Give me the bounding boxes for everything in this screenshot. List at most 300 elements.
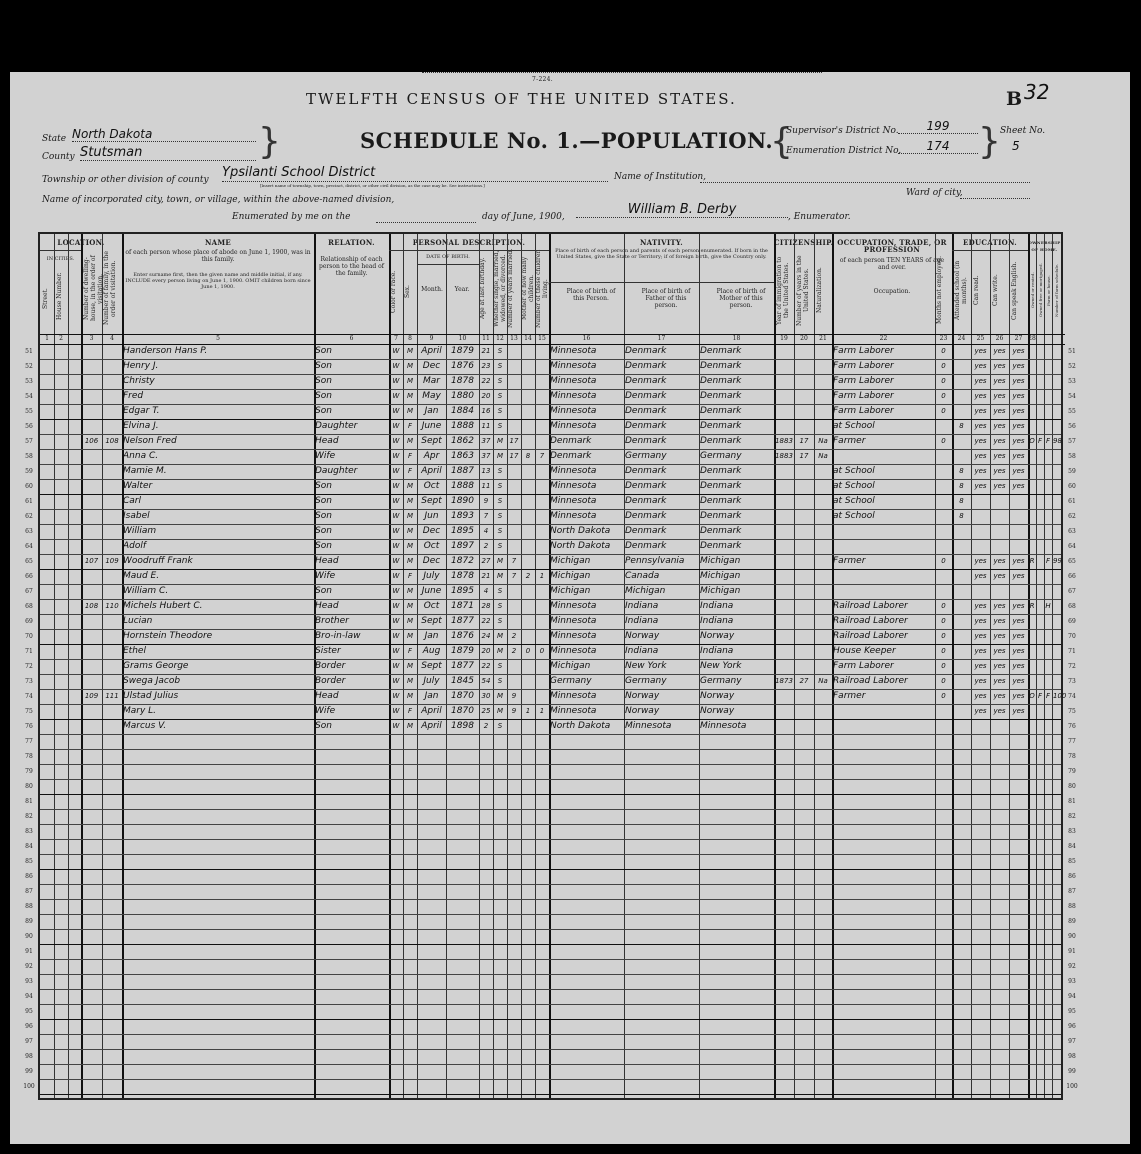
row-number-right: 84	[1068, 843, 1076, 850]
cell-mother: Denmark	[700, 511, 742, 521]
cell-yrs-us	[795, 524, 813, 539]
cell-marital: S	[497, 542, 503, 550]
cell-yrs-married	[508, 719, 520, 734]
cell-father: Denmark	[625, 481, 667, 491]
row-number-left: 72	[25, 663, 33, 670]
cell-dwelling	[82, 584, 101, 599]
cell-birth: Minnesota	[550, 706, 597, 716]
cell-write: yes	[993, 617, 1006, 625]
cell-year: 1870	[451, 706, 474, 716]
cell-not-emp: 0	[941, 632, 946, 640]
cell-relation: Son	[315, 406, 332, 416]
cell-birth: Minnesota	[550, 346, 597, 356]
cell-write: yes	[993, 452, 1006, 460]
cell-dwelling	[82, 479, 101, 494]
row-number-right: 66	[1068, 573, 1076, 580]
cell-relation: Son	[315, 481, 332, 491]
cell-occupation: at School	[833, 481, 875, 491]
cell-marital: S	[497, 377, 503, 385]
cell-occupation: Farm Laborer	[833, 346, 894, 356]
column-number: 21	[819, 335, 827, 342]
cell-yrs-us	[795, 554, 813, 569]
cell-month: Dec	[422, 556, 441, 566]
dwelling-header: Number of dwelling-house, in the order of visitation.	[83, 255, 104, 322]
cell-living	[536, 464, 548, 479]
cell-read: yes	[974, 347, 987, 355]
cell-birth: Minnesota	[550, 616, 597, 626]
owned-free-header: Owned free or mortgaged.	[1038, 263, 1043, 318]
row-number-right: 60	[1068, 483, 1076, 490]
cell-occupation: Farm Laborer	[833, 391, 894, 401]
cell-month: July	[423, 676, 440, 686]
cell-living: 1	[539, 572, 545, 580]
cell-father: Germany	[625, 451, 667, 461]
cell-year: 1871	[451, 601, 474, 611]
township-label: Township or other division of county	[42, 175, 209, 185]
cell-english: yes	[1012, 692, 1025, 700]
cell-dwelling	[82, 404, 101, 419]
naturalization-header: Naturalization.	[816, 267, 823, 314]
cell-farm	[1045, 674, 1051, 689]
cell-school: 8	[959, 497, 964, 505]
incorporated-label: Name of incorporated city, town, or village, within the above-named division,	[42, 195, 395, 205]
cell-name: Walter	[123, 481, 153, 491]
row-rule	[40, 899, 1061, 900]
sheet-letter: B	[1006, 88, 1023, 110]
cell-year: 1877	[451, 661, 474, 671]
cell-family	[103, 539, 121, 554]
immigration-header: Year of immigration to the United States.	[776, 256, 790, 325]
column-number: 5	[216, 335, 220, 342]
cell-month: Mar	[423, 376, 440, 386]
cell-sex: M	[406, 407, 414, 415]
cell-sex: M	[406, 512, 414, 520]
cell-sex: M	[406, 347, 414, 355]
cell-write	[991, 719, 1008, 734]
cell-english: yes	[1012, 647, 1025, 655]
cell-family	[103, 719, 121, 734]
row-number-left: 95	[25, 1008, 33, 1015]
row-number-left: 65	[25, 558, 33, 565]
row-number-right: 71	[1068, 648, 1076, 655]
cell-mother: Denmark	[700, 481, 742, 491]
column-number: 11	[482, 335, 490, 342]
cell-year: 1878	[451, 571, 474, 581]
row-rule	[40, 1049, 1061, 1050]
column-number: 3	[89, 335, 94, 342]
cell-nat	[815, 614, 831, 629]
column-number: 22	[879, 335, 888, 342]
cell-farm	[1045, 359, 1051, 374]
row-number-left: 61	[25, 498, 33, 505]
cell-year: 1895	[451, 526, 474, 536]
cell-family: 110	[105, 602, 119, 610]
cell-school	[953, 359, 970, 374]
cell-mother-of	[522, 539, 534, 554]
cell-school	[953, 659, 970, 674]
cell-month: Jun	[424, 511, 439, 521]
cell-school: 8	[959, 482, 964, 490]
row-number-left: 76	[25, 723, 33, 730]
cell-sex: M	[406, 377, 414, 385]
cell-owned	[1029, 374, 1035, 389]
cell-family: 108	[105, 437, 119, 445]
row-rule	[40, 959, 1061, 960]
census-title: TWELFTH CENSUS OF THE UNITED STATES.	[306, 90, 737, 108]
row-number-left: 66	[25, 573, 33, 580]
cell-age: 4	[483, 587, 489, 595]
cell-family	[103, 659, 121, 674]
column-number: 8	[408, 335, 412, 342]
cell-father: Denmark	[625, 526, 667, 536]
cell-english: yes	[1012, 632, 1025, 640]
cell-owned	[1029, 704, 1035, 719]
row-rule	[40, 884, 1061, 885]
cell-write: yes	[993, 347, 1006, 355]
row-rule	[40, 764, 1061, 765]
cell-sex: M	[406, 392, 414, 400]
row-number-right: 99	[1068, 1068, 1076, 1075]
row-number-right: 89	[1068, 918, 1076, 925]
cell-read: yes	[974, 452, 987, 460]
cell-mother: Germany	[700, 676, 742, 686]
cell-yrs-married	[508, 659, 520, 674]
cell-english: yes	[1012, 467, 1025, 475]
cell-living	[536, 374, 548, 389]
cell-age: 9	[483, 497, 489, 505]
cell-name: Mamie M.	[123, 466, 167, 476]
cell-age: 7	[483, 512, 489, 520]
cell-owned	[1029, 389, 1035, 404]
cell-immig: 1883	[775, 437, 793, 445]
cell-age: 22	[481, 662, 491, 670]
column-number: 6	[349, 335, 354, 342]
cell-occupation: Farm Laborer	[833, 406, 894, 416]
cell-owned	[1029, 644, 1035, 659]
cell-yrs-us	[795, 344, 813, 359]
cell-father: Indiana	[625, 646, 659, 656]
cell-sex: M	[406, 632, 414, 640]
cell-mother: Denmark	[700, 406, 742, 416]
cell-color: W	[392, 527, 400, 535]
cell-not-emp	[936, 539, 951, 554]
cell-age: 20	[481, 392, 491, 400]
cell-schedule	[1053, 599, 1060, 614]
row-rule	[40, 839, 1061, 840]
right-brace-close: }	[978, 121, 1001, 162]
row-rule	[40, 1064, 1061, 1065]
enumerator-value: William B. Derby	[576, 202, 788, 218]
cell-relation: Border	[315, 661, 346, 671]
cell-write: yes	[993, 677, 1006, 685]
cell-immig	[775, 719, 793, 734]
cell-read: yes	[974, 407, 987, 415]
cell-farm	[1045, 374, 1051, 389]
cell-yrs-married: 2	[511, 632, 517, 640]
cell-relation: Son	[315, 346, 332, 356]
cell-marital: S	[497, 347, 503, 355]
column-number: 15	[538, 335, 546, 342]
enumeration-label: Enumeration District No.	[786, 146, 902, 156]
cell-mother: Denmark	[700, 541, 742, 551]
cell-mother: Indiana	[700, 616, 734, 626]
cell-marital: S	[497, 422, 503, 430]
township-note: [Insert name of township, town, precinct, district, or other civil division, as the case may be. See instructions.]	[260, 183, 485, 188]
cell-mother-of	[522, 524, 534, 539]
cell-marital: S	[497, 722, 503, 730]
cell-not-emp	[936, 479, 951, 494]
cell-color: W	[392, 722, 400, 730]
cell-yrs-us: 27	[799, 677, 809, 685]
cell-write: yes	[993, 422, 1006, 430]
cell-school	[953, 404, 970, 419]
cell-marital: S	[497, 497, 503, 505]
cell-mother: Denmark	[700, 376, 742, 386]
cell-name: Hornstein Theodore	[123, 631, 213, 641]
cell-year: 1888	[451, 481, 474, 491]
cell-school	[953, 374, 970, 389]
row-number-right: 87	[1068, 888, 1076, 895]
cell-school	[953, 524, 970, 539]
cell-month: June	[421, 421, 442, 431]
row-number-left: 90	[25, 933, 33, 940]
cell-mother-of: 8	[525, 452, 531, 460]
cell-read: yes	[974, 692, 987, 700]
cell-mother: Norway	[700, 706, 735, 716]
cell-month: Jan	[424, 406, 439, 416]
cell-farm	[1045, 584, 1051, 599]
cell-read: yes	[974, 377, 987, 385]
cell-farm: F	[1045, 437, 1051, 445]
cell-month: April	[421, 346, 442, 356]
cell-relation: Daughter	[315, 421, 358, 431]
cell-age: 25	[481, 707, 491, 715]
cell-owned	[1029, 584, 1035, 599]
cell-mother: Germany	[700, 451, 742, 461]
cell-sex: M	[406, 662, 414, 670]
cell-mother: Norway	[700, 691, 735, 701]
cell-schedule	[1053, 404, 1060, 419]
cell-owned: O	[1029, 437, 1035, 445]
cell-birth: Minnesota	[550, 481, 597, 491]
cell-year: 1878	[451, 376, 474, 386]
row-number-right: 51	[1068, 348, 1076, 355]
cell-farm	[1045, 479, 1051, 494]
cell-living: 1	[539, 707, 545, 715]
cell-marital: S	[497, 467, 503, 475]
cell-dwelling	[82, 389, 101, 404]
cell-mother: Denmark	[700, 361, 742, 371]
cell-write: yes	[993, 602, 1006, 610]
column-number: 28	[1028, 335, 1036, 342]
cell-father: Denmark	[625, 361, 667, 371]
cell-farm	[1045, 614, 1051, 629]
cell-free	[1037, 629, 1043, 644]
cell-mother-of	[522, 629, 534, 644]
cell-age: 16	[481, 407, 491, 415]
cell-birth: Minnesota	[550, 691, 597, 701]
cell-nat	[815, 509, 831, 524]
cell-english: yes	[1012, 602, 1025, 610]
cell-name: Ethel	[123, 646, 146, 656]
cell-month: July	[423, 571, 440, 581]
cell-free	[1037, 644, 1043, 659]
cell-nat	[815, 539, 831, 554]
cell-father: New York	[625, 661, 667, 671]
cell-yrs-married: 2	[511, 647, 517, 655]
cell-birth: Denmark	[550, 436, 592, 446]
cell-not-emp: 0	[941, 662, 946, 670]
cell-color: W	[392, 557, 400, 565]
cell-living	[536, 554, 548, 569]
row-number-right: 77	[1068, 738, 1076, 745]
right-brace-open: {	[770, 121, 793, 162]
cell-mother: Indiana	[700, 601, 734, 611]
cell-month: Sept	[421, 661, 442, 671]
cell-relation: Head	[315, 691, 339, 701]
cell-schedule	[1053, 419, 1060, 434]
row-number-left: 96	[25, 1023, 33, 1030]
cell-free	[1037, 419, 1043, 434]
cell-schedule	[1053, 509, 1060, 524]
cell-nat: Na	[818, 452, 828, 460]
cell-marital: M	[496, 692, 504, 700]
ward-label: Ward of city,	[906, 188, 963, 198]
row-number-left: 80	[25, 783, 33, 790]
cell-living: 7	[539, 452, 545, 460]
row-number-left: 81	[25, 798, 33, 805]
cell-dwelling	[82, 659, 101, 674]
cell-family	[103, 614, 121, 629]
cell-free	[1037, 509, 1043, 524]
nativity-desc: Place of birth of each person and parents of each person enumerated. If born in the United States, give the State or Territory; if of foreign birth, give the Country only.	[555, 248, 768, 260]
cell-free	[1037, 479, 1043, 494]
cell-write: yes	[993, 482, 1006, 490]
cell-name: Michels Hubert C.	[123, 601, 203, 611]
row-number-right: 80	[1068, 783, 1076, 790]
cell-dwelling	[82, 704, 101, 719]
cell-free	[1037, 539, 1043, 554]
column-number: 27	[1014, 335, 1023, 342]
cell-year: 1870	[451, 691, 474, 701]
cell-mother-of	[522, 659, 534, 674]
cell-immig	[775, 524, 793, 539]
cell-english: yes	[1012, 407, 1025, 415]
cell-father: Denmark	[625, 511, 667, 521]
row-number-right: 64	[1068, 543, 1076, 550]
row-number-right: 91	[1068, 948, 1076, 955]
cell-name: Maud E.	[123, 571, 160, 581]
cell-farm	[1045, 494, 1051, 509]
sheet-label: Sheet No.	[1000, 126, 1046, 136]
cell-school	[953, 629, 970, 644]
row-number-left: 93	[25, 978, 33, 985]
cell-read: yes	[974, 662, 987, 670]
cell-immig	[775, 704, 793, 719]
cell-yrs-us	[795, 494, 813, 509]
cell-mother: Michigan	[700, 586, 741, 596]
cell-father: Denmark	[625, 346, 667, 356]
cell-age: 54	[481, 677, 491, 685]
cell-nat	[815, 464, 831, 479]
cell-birth: Michigan	[550, 586, 591, 596]
cell-not-emp	[936, 719, 951, 734]
row-rule	[40, 869, 1061, 870]
cell-family	[103, 674, 121, 689]
years-in-us-header: Number of years in the United States.	[796, 255, 810, 326]
cell-yrs-married: 17	[509, 437, 519, 445]
row-number-right: 63	[1068, 528, 1076, 535]
cell-owned	[1029, 419, 1035, 434]
cell-month: Sept	[421, 436, 442, 446]
cell-yrs-us	[795, 659, 813, 674]
cell-occupation: at School	[833, 421, 875, 431]
cell-living	[536, 614, 548, 629]
cell-schedule	[1053, 389, 1060, 404]
cell-write: yes	[993, 647, 1006, 655]
cell-write: yes	[993, 392, 1006, 400]
row-number-right: 69	[1068, 618, 1076, 625]
cell-name: William	[123, 526, 157, 536]
cell-color: W	[392, 437, 400, 445]
cell-name: Handerson Hans P.	[123, 346, 208, 356]
cell-farm	[1045, 629, 1051, 644]
cell-sex: M	[406, 692, 414, 700]
cell-yrs-us	[795, 719, 813, 734]
cell-month: Sept	[421, 496, 442, 506]
cell-free	[1037, 449, 1043, 464]
cell-occupation: Farm Laborer	[833, 361, 894, 371]
cell-year: 1877	[451, 616, 474, 626]
row-number-left: 89	[25, 918, 33, 925]
row-rule	[40, 824, 1061, 825]
cell-nat: Na	[818, 677, 828, 685]
cell-school	[953, 644, 970, 659]
cell-father: Germany	[625, 676, 667, 686]
cell-sex: M	[406, 677, 414, 685]
cell-occupation: Farm Laborer	[833, 376, 894, 386]
row-number-left: 75	[25, 708, 33, 715]
row-rule	[40, 1019, 1061, 1020]
cell-dwelling	[82, 644, 101, 659]
cell-color: W	[392, 542, 400, 550]
cell-month: Jan	[424, 691, 439, 701]
cell-school	[953, 599, 970, 614]
cell-nat	[815, 584, 831, 599]
cell-free	[1037, 344, 1043, 359]
cell-read: yes	[974, 362, 987, 370]
cell-year: 1884	[451, 406, 474, 416]
row-number-right: 81	[1068, 798, 1076, 805]
row-number-right: 72	[1068, 663, 1076, 670]
cell-not-emp	[936, 704, 951, 719]
cell-living	[536, 494, 548, 509]
cell-relation: Son	[315, 721, 332, 731]
cell-family	[103, 494, 121, 509]
row-number-left: 62	[25, 513, 33, 520]
cell-yrs-married: 9	[511, 707, 517, 715]
cell-occupation: Farmer	[833, 556, 866, 566]
cell-yrs-married	[508, 584, 520, 599]
row-number-left: 84	[25, 843, 33, 850]
cell-occupation: House Keeper	[833, 646, 896, 656]
cell-age: 11	[481, 422, 491, 430]
cell-father: Indiana	[625, 601, 659, 611]
cell-read: yes	[974, 602, 987, 610]
cell-name: Isabel	[123, 511, 150, 521]
cell-write: yes	[993, 692, 1006, 700]
cell-nat	[815, 644, 831, 659]
